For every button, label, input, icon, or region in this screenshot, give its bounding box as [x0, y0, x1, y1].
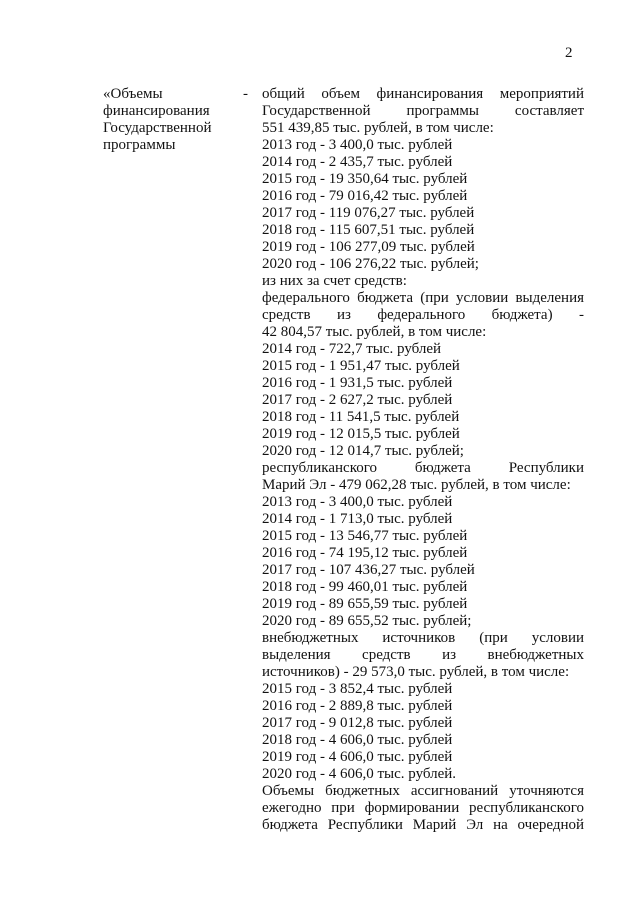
row-label: [103, 86, 253, 154]
row-dash: -: [243, 86, 248, 102]
content-line: 2014 год - 722,7 тыс. рублей: [262, 341, 442, 357]
content-line: 42 804,57 тыс. рублей, в том числе:: [262, 324, 487, 340]
content-line: ежегодно при формировании республиканского: [262, 800, 584, 816]
content-line: 2015 год - 1 951,47 тыс. рублей: [262, 358, 460, 374]
content-line: 2020 год - 12 014,7 тыс. рублей;: [262, 443, 464, 459]
content-line: 2019 год - 4 606,0 тыс. рублей: [262, 749, 453, 765]
content-line: 2019 год - 89 655,59 тыс. рублей: [262, 596, 468, 612]
content-line: Объемы бюджетных ассигнований уточняются: [262, 783, 584, 799]
content-line: 2015 год - 19 350,64 тыс. рублей: [262, 171, 468, 187]
content-line: бюджета Республики Марий Эл на очередной: [262, 817, 584, 833]
content-line: Государственной программы составляет: [262, 103, 584, 119]
content-line: 2016 год - 79 016,42 тыс. рублей: [262, 188, 468, 204]
content-line: 2013 год - 3 400,0 тыс. рублей: [262, 494, 453, 510]
content-line: 2015 год - 13 546,77 тыс. рублей: [262, 528, 468, 544]
row-label-line: Государственной: [103, 120, 212, 136]
content-line: 551 439,85 тыс. рублей, в том числе:: [262, 120, 494, 136]
content-line: 2015 год - 3 852,4 тыс. рублей: [262, 681, 453, 697]
content-line: 2017 год - 107 436,27 тыс. рублей: [262, 562, 475, 578]
content-line: 2020 год - 89 655,52 тыс. рублей;: [262, 613, 472, 629]
content-line: федерального бюджета (при условии выделения: [262, 290, 584, 306]
content-line: средств из федерального бюджета) -: [262, 307, 584, 323]
content-line: 2018 год - 11 541,5 тыс. рублей: [262, 409, 460, 425]
content-line: 2018 год - 115 607,51 тыс. рублей: [262, 222, 475, 238]
row-content: [262, 86, 584, 834]
row-label-line: программы: [103, 137, 176, 153]
content-line: 2020 год - 106 276,22 тыс. рублей;: [262, 256, 479, 272]
row-label-line: «Объемы: [103, 86, 163, 102]
content-line: источников) - 29 573,0 тыс. рублей, в том числе:: [262, 664, 570, 680]
content-line: 2018 год - 4 606,0 тыс. рублей: [262, 732, 453, 748]
content-line: 2020 год - 4 606,0 тыс. рублей.: [262, 766, 457, 782]
content-line: 2019 год - 12 015,5 тыс. рублей: [262, 426, 460, 442]
content-line: Марий Эл - 479 062,28 тыс. рублей, в том числе:: [262, 477, 571, 493]
content-line: выделения средств из внебюджетных: [262, 647, 584, 663]
content-line: республиканского бюджета Республики: [262, 460, 584, 476]
content-line: 2014 год - 2 435,7 тыс. рублей: [262, 154, 453, 170]
content-line: 2014 год - 1 713,0 тыс. рублей: [262, 511, 453, 527]
content-line: 2017 год - 2 627,2 тыс. рублей: [262, 392, 453, 408]
content-line: 2016 год - 2 889,8 тыс. рублей: [262, 698, 453, 714]
content-line: 2017 год - 9 012,8 тыс. рублей: [262, 715, 453, 731]
row-label-line: финансирования: [103, 103, 210, 119]
content-line: из них за счет средств:: [262, 273, 407, 289]
content-line: 2016 год - 1 931,5 тыс. рублей: [262, 375, 453, 391]
content-line: 2017 год - 119 076,27 тыс. рублей: [262, 205, 475, 221]
content-line: 2016 год - 74 195,12 тыс. рублей: [262, 545, 468, 561]
page-number: 2: [565, 45, 573, 61]
content-line: 2018 год - 99 460,01 тыс. рублей: [262, 579, 468, 595]
content-line: 2019 год - 106 277,09 тыс. рублей: [262, 239, 475, 255]
content-line: общий объем финансирования мероприятий: [262, 86, 584, 102]
content-line: внебюджетных источников (при условии: [262, 630, 584, 646]
content-line: 2013 год - 3 400,0 тыс. рублей: [262, 137, 453, 153]
